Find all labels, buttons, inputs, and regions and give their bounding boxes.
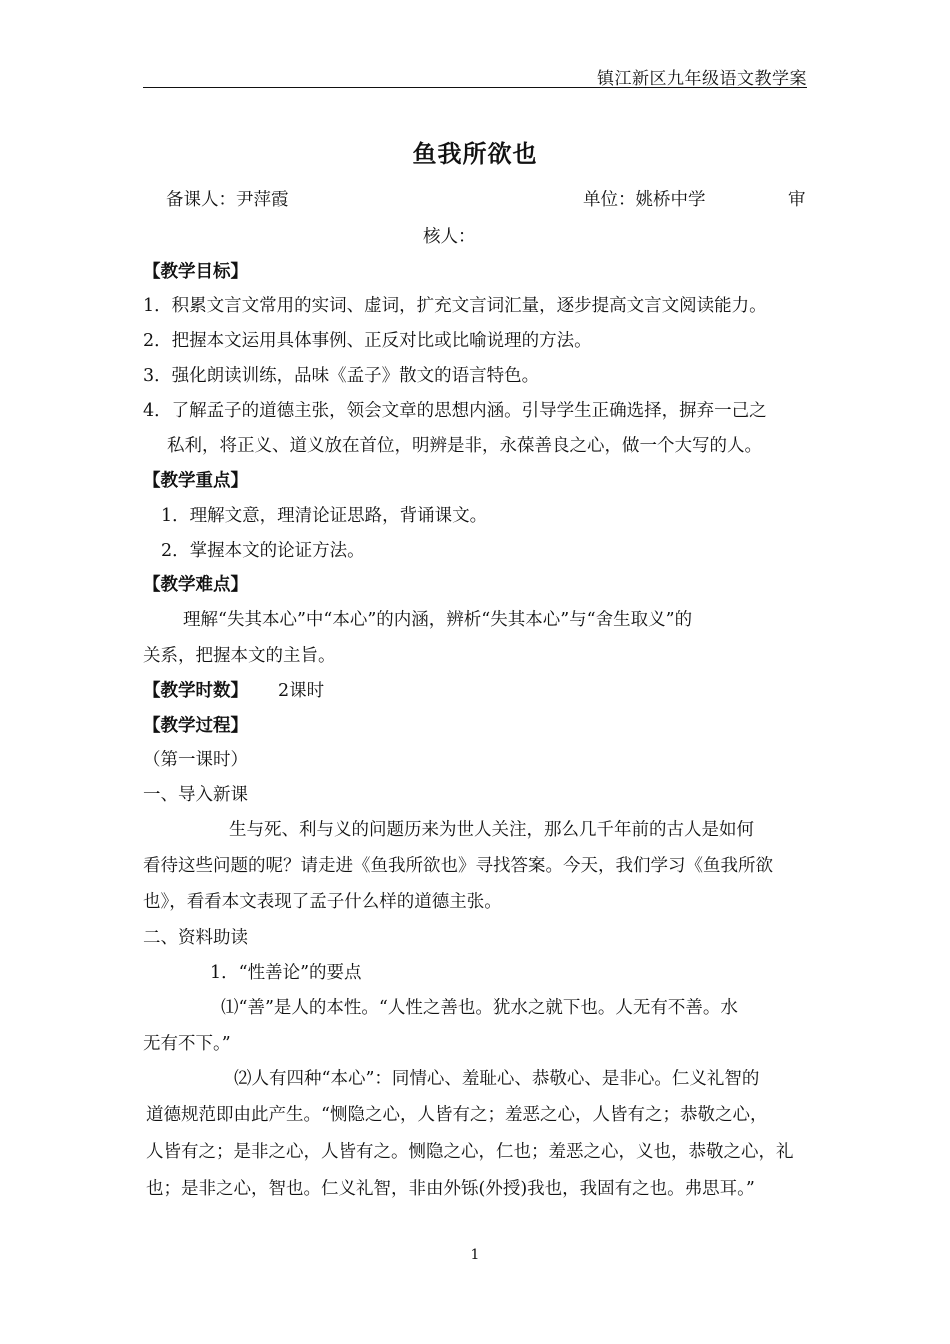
- key-points-heading: 【教学重点】: [143, 471, 248, 491]
- intro-paragraph: 也》，看看本文表现了孟子什么样的道德主张。: [143, 892, 502, 912]
- objective-item: 4．了解孟子的道德主张，领会文章的思想内涵。引导学生正确选择，摒弃一己之: [143, 401, 767, 421]
- section-title: 一、导入新课: [143, 785, 248, 805]
- point-paragraph: 人皆有之；是非之心，人皆有之。恻隐之心，仁也；羞恶之心，义也，恭敬之心，礼: [146, 1142, 794, 1162]
- page-number: 1: [470, 1247, 480, 1263]
- session-label: （第一课时）: [143, 750, 248, 770]
- reviewer-label-part1: 审: [788, 190, 806, 210]
- subsection-title: 1．“性善论”的要点: [210, 963, 362, 983]
- process-heading: 【教学过程】: [143, 716, 248, 736]
- header-divider: [143, 87, 807, 88]
- preparer-label: 备课人：尹萍霞: [166, 190, 289, 210]
- unit-label: 单位：姚桥中学: [583, 190, 706, 210]
- reviewer-label-part2: 核人：: [423, 227, 476, 247]
- point-paragraph: 无有不下。”: [143, 1034, 231, 1054]
- objective-item: 3．强化朗读训练，品味《孟子》散文的语言特色。: [143, 366, 540, 386]
- point-paragraph: 也；是非之心，智也。仁义礼智，非由外铄(外授)我也，我固有之也。弗思耳。”: [146, 1179, 755, 1199]
- point-paragraph: 道德规范即由此产生。“恻隐之心，人皆有之；羞恶之心，人皆有之；恭敬之心，: [146, 1105, 768, 1125]
- point-paragraph: ⑴“善”是人的本性。“人性之善也。犹水之就下也。人无有不善。水: [221, 998, 738, 1018]
- difficulties-heading: 【教学难点】: [143, 575, 248, 595]
- document-title: 鱼我所欲也: [412, 140, 538, 168]
- intro-paragraph: 看待这些问题的呢？请走进《鱼我所欲也》寻找答案。今天，我们学习《鱼我所欲: [143, 856, 773, 876]
- key-point-item: 1．理解文意，理清论证思路，背诵课文。: [161, 506, 488, 526]
- objectives-heading: 【教学目标】: [143, 262, 248, 282]
- hours-value: 2课时: [278, 681, 325, 701]
- section-title: 二、资料助读: [143, 928, 248, 948]
- objective-item-continued: 私利，将正义、道义放在首位，明辨是非，永葆善良之心，做一个大写的人。: [167, 436, 762, 456]
- hours-heading: 【教学时数】: [143, 681, 248, 701]
- running-header: 镇江新区九年级语文教学案: [597, 69, 807, 89]
- intro-paragraph: 生与死、利与义的问题历来为世人关注，那么几千年前的古人是如何: [229, 820, 754, 840]
- point-paragraph: ⑵人有四种“本心”：同情心、羞耻心、恭敬心、是非心。仁义礼智的: [234, 1069, 760, 1089]
- key-point-item: 2．掌握本文的论证方法。: [161, 541, 365, 561]
- objective-item: 2．把握本文运用具体事例、正反对比或比喻说理的方法。: [143, 331, 592, 351]
- objective-item: 1．积累文言文常用的实词、虚词，扩充文言词汇量，逐步提高文言文阅读能力。: [143, 296, 767, 316]
- difficulty-text: 关系，把握本文的主旨。: [143, 646, 336, 666]
- difficulty-text: 理解“失其本心”中“本心”的内涵，辨析“失其本心”与“舍生取义”的: [183, 610, 693, 630]
